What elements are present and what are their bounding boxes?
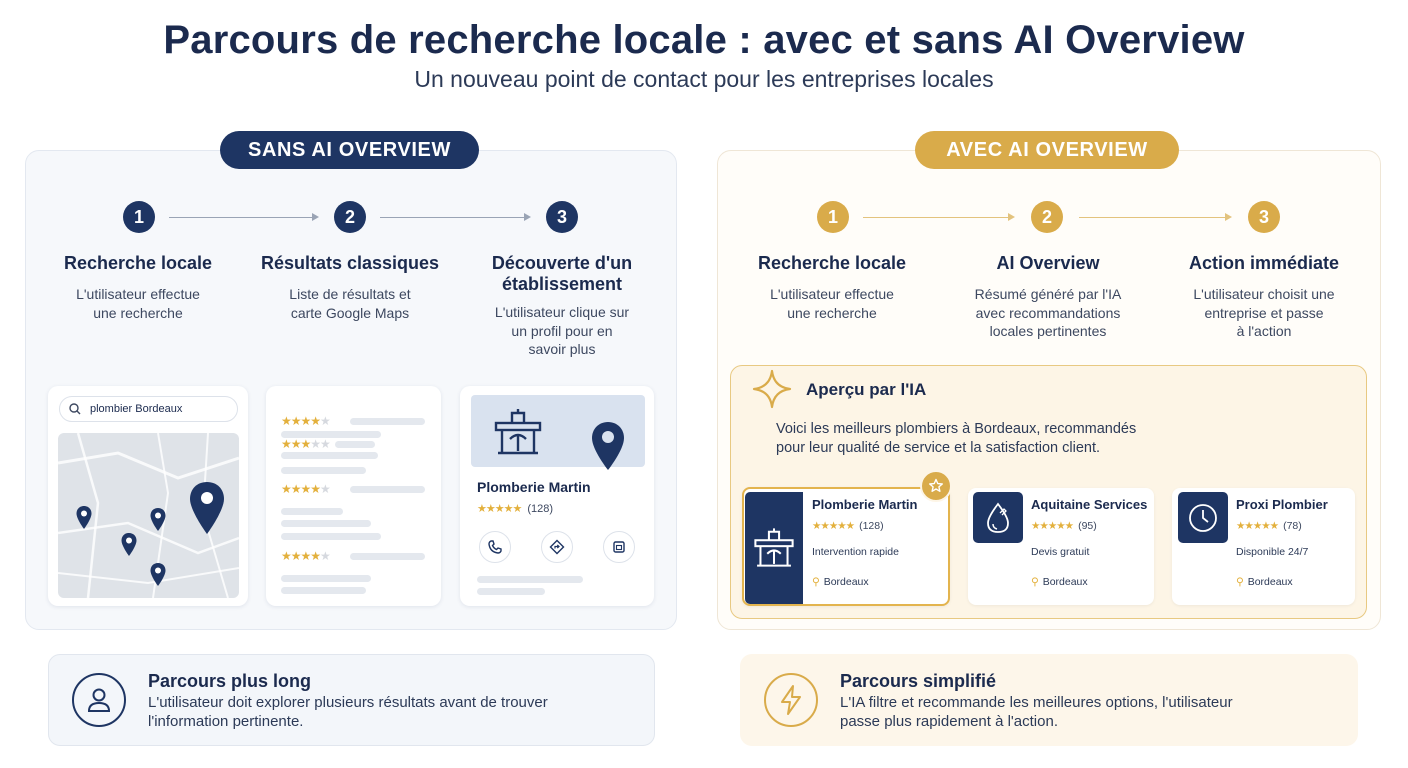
directions-button[interactable]	[541, 531, 573, 563]
step-arrow	[863, 217, 1013, 218]
step-number-3: 3	[546, 201, 578, 233]
step-description: L'utilisateur effectue une recherche	[76, 286, 200, 321]
step-description: L'utilisateur clique sur un profil pour en savoir plus	[494, 304, 630, 357]
placeholder-bar	[477, 588, 545, 595]
save-button[interactable]	[603, 531, 635, 563]
business-location: ⚲ Bordeaux	[1031, 576, 1088, 588]
map-pin-icon[interactable]	[120, 532, 138, 558]
rating-stars: ★★★★★ (128)	[477, 503, 553, 515]
save-icon	[611, 539, 627, 555]
placeholder-bar	[477, 576, 583, 583]
step-description: Liste de résultats et carte Google Maps	[289, 286, 411, 321]
step-number-2: 2	[334, 201, 366, 233]
placeholder-bar	[350, 486, 425, 493]
location-pin-icon: ⚲	[812, 576, 820, 588]
business-location: ⚲ Bordeaux	[812, 576, 869, 588]
footer-text: L'utilisateur doit explorer plusieurs résultats avant de trouver l'information pertinente.	[148, 694, 548, 730]
search-input[interactable]	[59, 396, 238, 422]
sparkle-icon	[752, 369, 792, 409]
step-title: Résultats classiques	[260, 253, 440, 273]
rating-stars: ★★★★★ (128)	[812, 520, 884, 532]
rating-stars: ★★★★★	[281, 437, 330, 451]
top-pick-badge	[920, 470, 952, 502]
rating-stars: ★★★★★	[281, 482, 330, 496]
page-title: Parcours de recherche locale : avec et sans AI Overview	[163, 18, 1245, 62]
location-pin-icon	[589, 420, 627, 472]
placeholder-bar	[281, 575, 371, 582]
without-ai-badge: SANS AI OVERVIEW	[220, 131, 479, 169]
step-title: Recherche locale	[63, 253, 213, 273]
step-arrow	[380, 217, 529, 218]
phone-icon	[487, 539, 503, 555]
business-tag: Disponible 24/7	[1236, 546, 1309, 558]
rating-stars: ★★★★★	[281, 414, 330, 428]
business-tag: Intervention rapide	[812, 546, 899, 558]
rating-count: (78)	[1283, 520, 1302, 532]
placeholder-bar	[281, 508, 343, 515]
business-name: Plomberie Martin	[477, 479, 591, 495]
map-pin-large-icon[interactable]	[187, 480, 227, 536]
placeholder-bar	[281, 587, 366, 594]
footer-title: Parcours plus long	[148, 671, 312, 691]
business-thumbnail	[1178, 492, 1228, 543]
step-arrow	[1079, 217, 1230, 218]
rating-count: (128)	[527, 503, 553, 515]
placeholder-bar	[281, 452, 378, 459]
step-number-3: 3	[1248, 201, 1280, 233]
step-number-2: 2	[1031, 201, 1063, 233]
business-name: Aquitaine Services	[1031, 497, 1148, 512]
directions-icon	[549, 539, 565, 555]
step-title: Recherche locale	[757, 253, 907, 273]
step-description: Résumé généré par l'IA avec recommandations locales pertinentes	[974, 286, 1122, 339]
placeholder-bar	[350, 418, 425, 425]
map-pin-icon[interactable]	[149, 507, 167, 533]
search-query: plombier Bordeaux	[90, 403, 183, 415]
step-number-1: 1	[817, 201, 849, 233]
rating-stars: ★★★★★	[281, 549, 330, 563]
with-ai-badge: AVEC AI OVERVIEW	[915, 131, 1179, 169]
plumbing-icon	[752, 525, 796, 569]
placeholder-bar	[281, 467, 366, 474]
footer-text: L'IA filtre et recommande les meilleures options, l'utilisateur passe plus rapidement à l'action.	[840, 694, 1233, 730]
placeholder-bar	[350, 553, 425, 560]
step-number-1: 1	[123, 201, 155, 233]
rating-count: (128)	[859, 520, 884, 532]
business-name: Plomberie Martin	[812, 497, 918, 512]
water-drop-icon	[983, 501, 1013, 535]
step-description: L'utilisateur choisit une entreprise et passe à l'action	[1193, 286, 1335, 339]
placeholder-bar	[281, 520, 371, 527]
call-button[interactable]	[479, 531, 511, 563]
ai-overview-title: Aperçu par l'IA	[806, 380, 927, 399]
lightning-icon-circle	[764, 673, 818, 727]
ai-overview-text: Voici les meilleurs plombiers à Bordeaux, recommandés pour leur qualité de service et la satisfaction client.	[776, 421, 1137, 456]
map-pin-icon[interactable]	[149, 562, 167, 588]
clock-icon	[1186, 501, 1220, 535]
step-title: AI Overview	[996, 253, 1100, 273]
plumbing-icon	[492, 405, 544, 457]
footer-title: Parcours simplifié	[840, 671, 997, 691]
location-pin-icon: ⚲	[1031, 576, 1039, 588]
business-name: Proxi Plombier	[1236, 497, 1328, 512]
user-icon-circle	[72, 673, 126, 727]
placeholder-bar	[335, 441, 375, 448]
rating-stars: ★★★★★ (78)	[1236, 520, 1302, 532]
business-thumbnail	[973, 492, 1023, 543]
step-arrow	[169, 217, 317, 218]
star-icon	[928, 478, 944, 494]
business-location: ⚲ Bordeaux	[1236, 576, 1293, 588]
map-pin-icon[interactable]	[75, 505, 93, 531]
business-tag: Devis gratuit	[1031, 546, 1090, 558]
location-pin-icon: ⚲	[1236, 576, 1244, 588]
step-title: Découverte d'un établissement	[491, 253, 633, 294]
search-icon	[60, 402, 84, 416]
rating-count: (95)	[1078, 520, 1097, 532]
step-description: L'utilisateur effectue une recherche	[770, 286, 894, 321]
lightning-icon	[778, 684, 804, 716]
step-title: Action immédiate	[1188, 253, 1340, 273]
page-subtitle: Un nouveau point de contact pour les entreprises locales	[414, 66, 994, 92]
rating-stars: ★★★★★ (95)	[1031, 520, 1097, 532]
placeholder-bar	[281, 533, 381, 540]
user-icon	[84, 685, 114, 715]
